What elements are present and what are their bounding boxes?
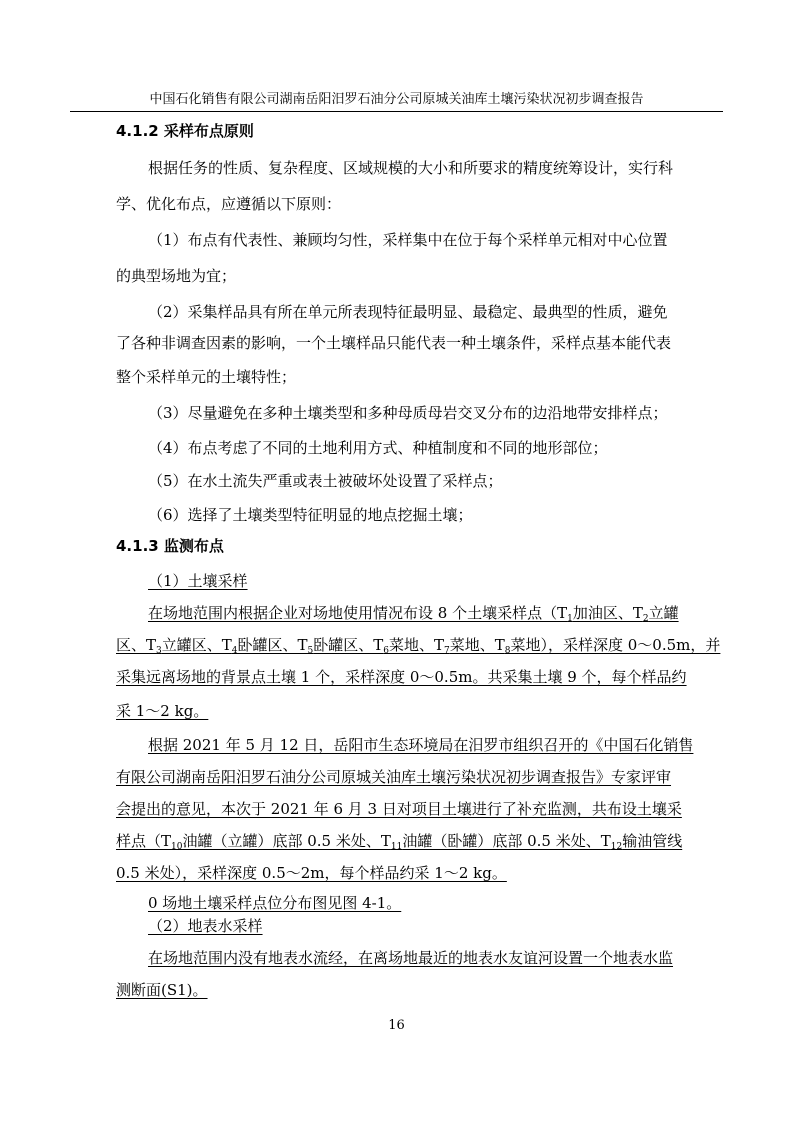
soil-paragraph2-line: 有限公司湖南岳阳汨罗石油分公司原城关油库土壤污染状况初步调查报告》专家评审	[116, 768, 672, 786]
paragraph-line: 学、优化布点，应遵循以下原则：	[116, 195, 342, 213]
soil-paragraph2-line: 样点（$T_{10}$油罐（立罐）底部 0.5 米处、$T_{11}$油罐（卧罐）底部 0.5 米处、$T_{12}$输油管线	[116, 832, 683, 852]
water-paragraph-line: 测断面(S1)。	[116, 981, 208, 999]
list-item-1: （1）布点有代表性、兼顾均匀性，采样集中在位于每个采样单元相对中心位置	[148, 231, 668, 249]
soil-paragraph-line: 在场地范围内根据企业对场地使用情况布设 8 个土壤采样点（$T_1$加油区、$T_2$立罐	[148, 604, 679, 624]
soil-paragraph2-line: 会提出的意见，本次于 2021 年 6 月 3 日对项目土壤进行了补充监测，共布设土壤采	[116, 800, 682, 818]
paragraph-line: 根据任务的性质、复杂程度、区域规模的大小和所要求的精度统筹设计，实行科	[148, 159, 674, 177]
soil-paragraph-line: 采集远离场地的背景点土壤 1 个，采样深度 0～0.5m。共采集土壤 9 个，每个样品约	[116, 668, 687, 686]
running-header: 中国石化销售有限公司湖南岳阳汨罗石油分公司原城关油库土壤污染状况初步调查报告	[70, 92, 723, 112]
list-item-2-cont: 了各种非调查因素的影响，一个土壤样品只能代表一种土壤条件，采样点基本能代表	[116, 334, 672, 352]
soil-paragraph2-line: 0.5 米处），采样深度 0.5～2m，每个样品约采 1～2 kg。	[116, 864, 507, 882]
list-item-4: （4）布点考虑了不同的土地利用方式、种植制度和不同的地形部位；	[148, 439, 608, 457]
figure-reference: 0 场地土壤采样点位分布图见图 4-1。	[148, 894, 402, 912]
page-number: 16	[388, 1018, 405, 1033]
subsection-title-water: （2）地表水采样	[148, 917, 263, 935]
list-item-5: （5）在水土流失严重或表土被破坏处设置了采样点；	[148, 472, 503, 490]
list-item-2: （2）采集样品具有所在单元所表现特征最明显、最稳定、最典型的性质，避免	[148, 303, 668, 321]
list-item-3: （3）尽量避免在多种土壤类型和多种母质母岩交叉分布的边沿地带安排样点；	[148, 404, 668, 422]
section-heading-4-1-3: 4.1.3 监测布点	[116, 537, 224, 555]
list-item-2-cont: 整个采样单元的土壤特性；	[116, 368, 297, 386]
water-paragraph-line: 在场地范围内没有地表水流经，在离场地最近的地表水友谊河设置一个地表水监	[148, 949, 674, 967]
soil-paragraph-line: 采 1～2 kg。	[116, 702, 209, 720]
list-item-6: （6）选择了土壤类型特征明显的地点挖掘土壤；	[148, 506, 473, 524]
soil-paragraph-line: 区、$T_3$立罐区、$T_4$卧罐区、$T_5$卧罐区、$T_6$菜地、$T_7$菜地、$T_8$菜地），采样深度 0～0.5m，并	[116, 636, 721, 656]
subsection-title-soil: （1）土壤采样	[148, 572, 248, 590]
section-heading-4-1-2: 4.1.2 采样布点原则	[116, 122, 254, 140]
list-item-1-cont: 的典型场地为宜；	[116, 267, 237, 285]
soil-paragraph2-line: 根据 2021 年 5 月 12 日，岳阳市生态环境局在汨罗市组织召开的《中国石化销售	[148, 736, 694, 754]
